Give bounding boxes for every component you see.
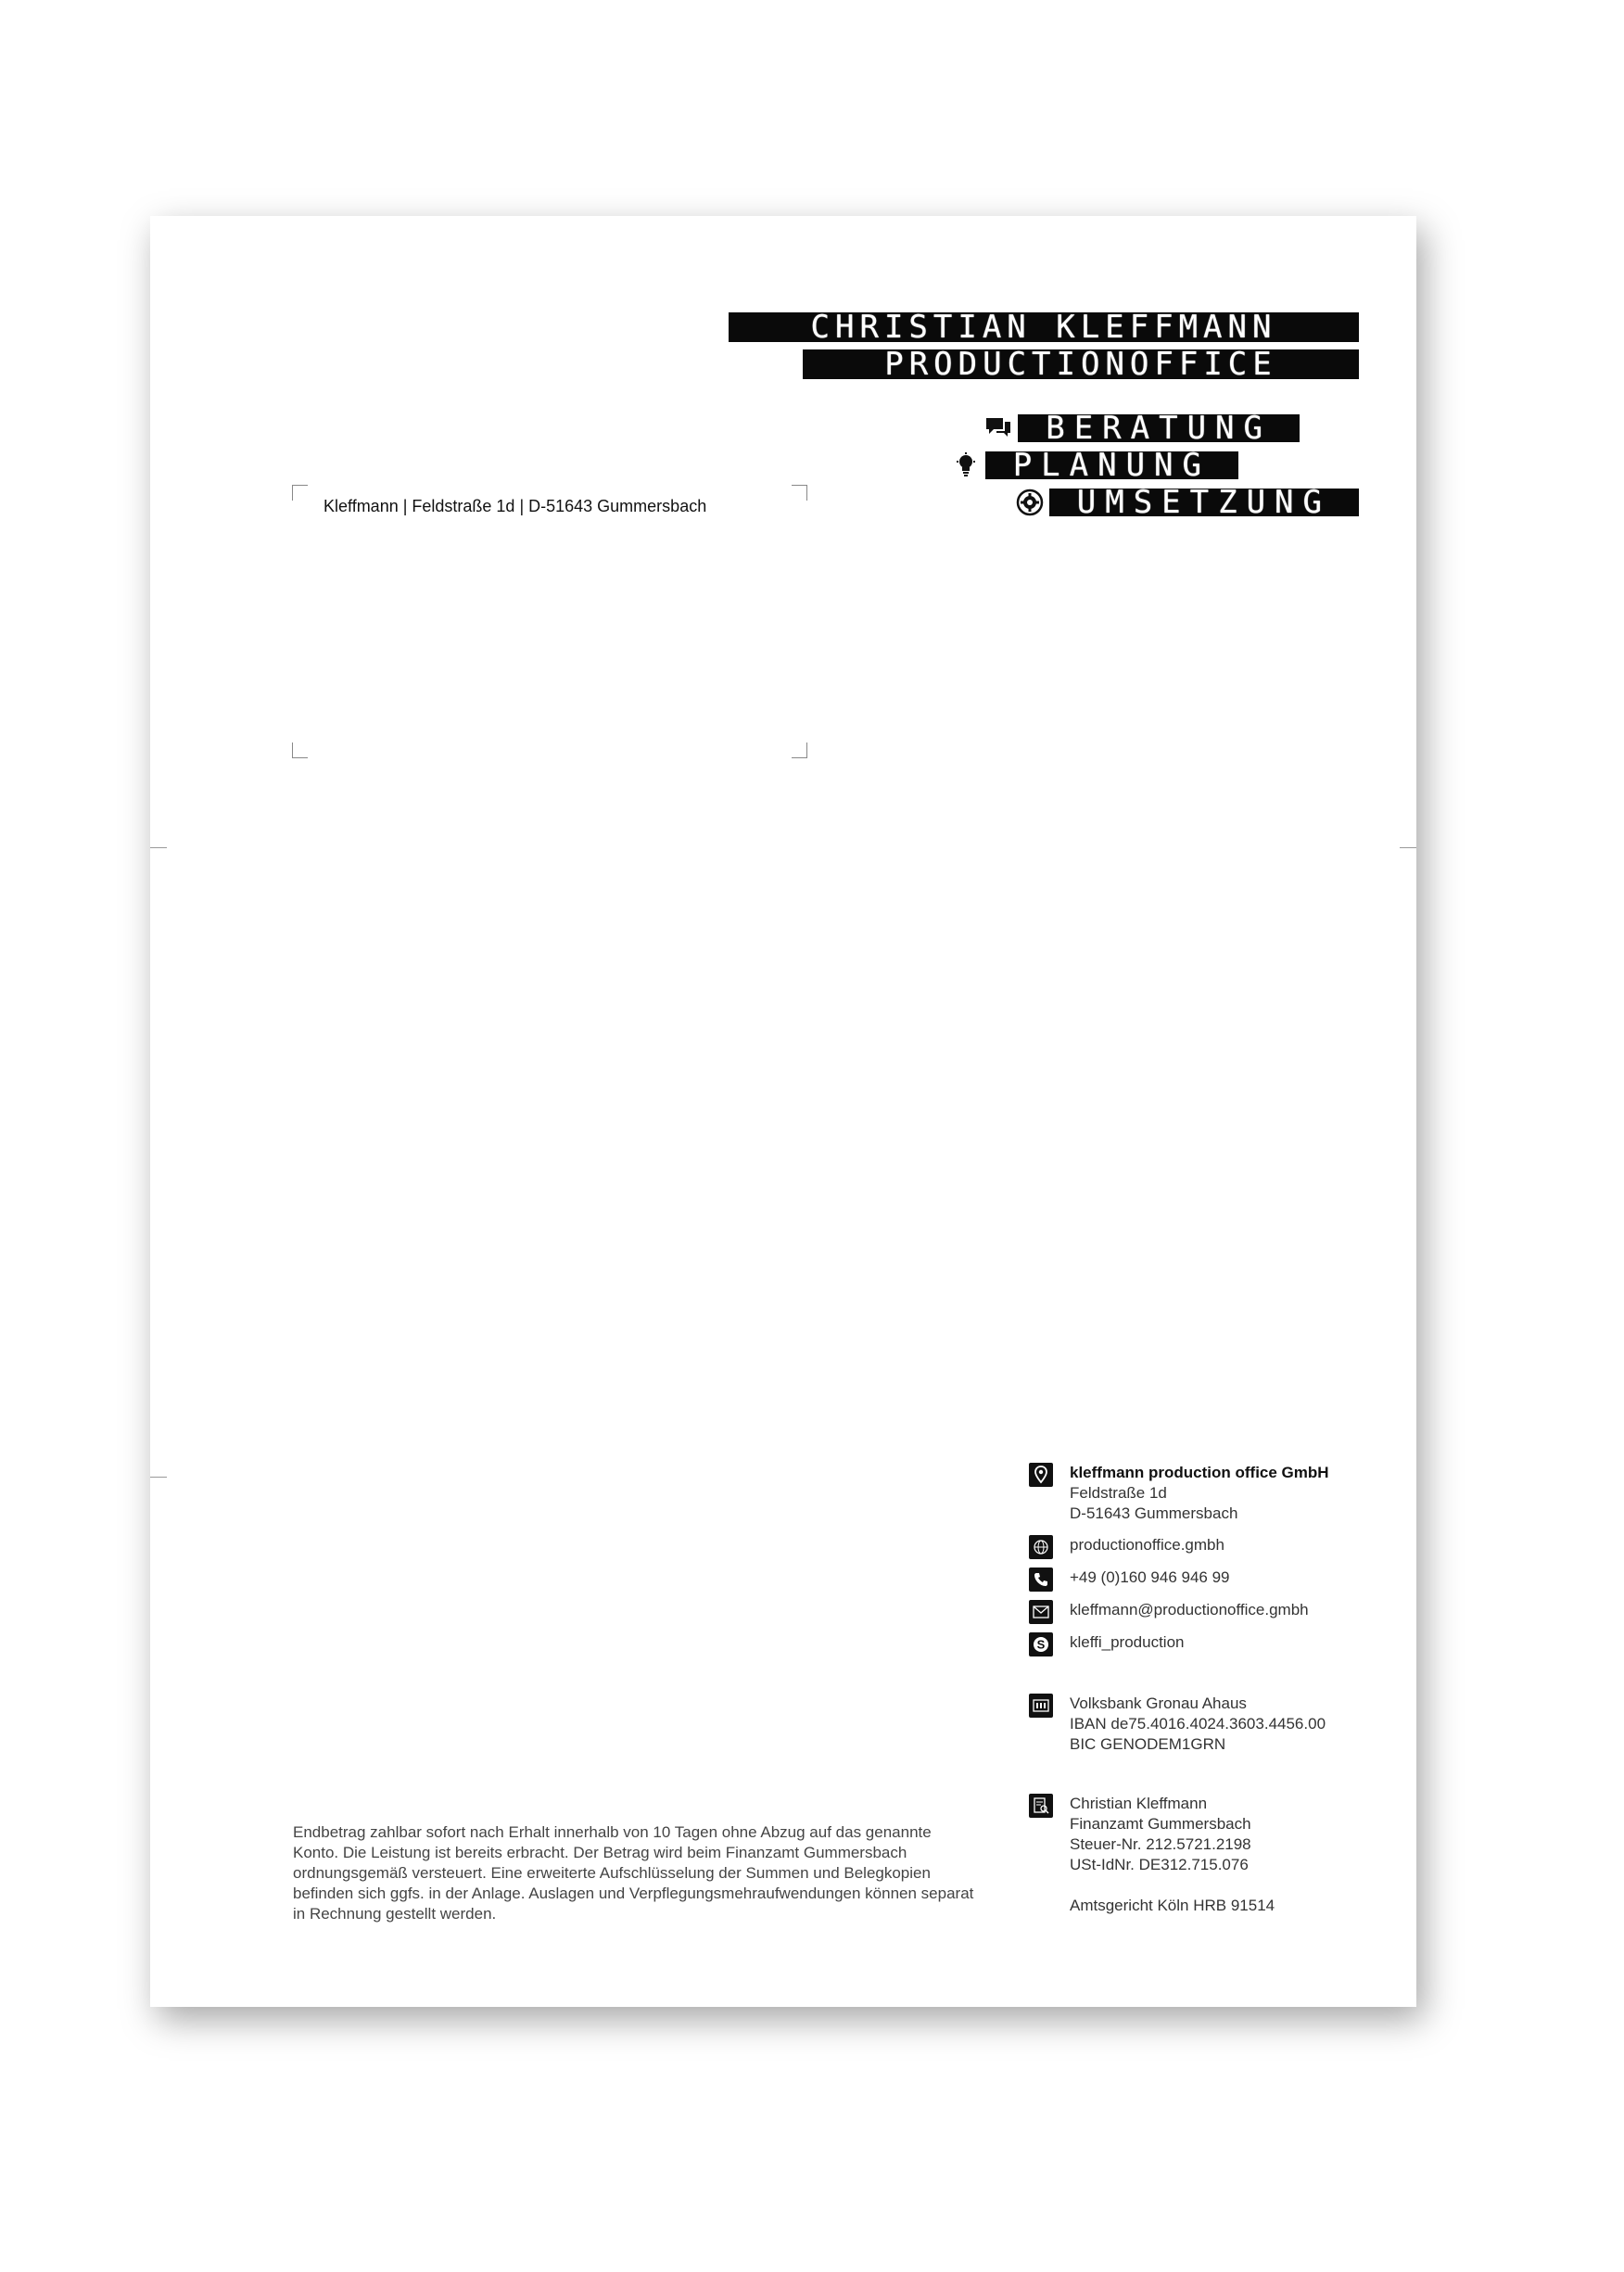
window-crop-mark bbox=[292, 485, 308, 501]
service-beratung bbox=[729, 410, 1359, 447]
commercial-register: Amtsgericht Köln HRB 91514 bbox=[1070, 1897, 1275, 1914]
bank-details bbox=[1029, 1694, 1381, 1755]
window-crop-mark bbox=[292, 743, 308, 758]
return-address-line: Kleffmann | Feldstraße 1d | D-51643 Gummersbach bbox=[324, 497, 707, 515]
email-link[interactable]: kleffmann@productionoffice.gmbh bbox=[1070, 1601, 1309, 1618]
contact-email bbox=[1029, 1600, 1381, 1624]
contact-skype bbox=[1029, 1632, 1381, 1656]
service-label: UMSETZUNG bbox=[1049, 489, 1359, 516]
speech-bubbles-icon bbox=[984, 414, 1012, 442]
globe-icon bbox=[1029, 1535, 1053, 1559]
service-umsetzung bbox=[729, 484, 1359, 521]
window-crop-mark bbox=[792, 743, 807, 758]
location-pin-icon bbox=[1029, 1463, 1053, 1487]
vat-id: USt-IdNr. DE312.715.076 bbox=[1070, 1856, 1249, 1873]
company-city: D-51643 Gummersbach bbox=[1070, 1504, 1238, 1522]
contact-column bbox=[1029, 1463, 1381, 1916]
company-street: Feldstraße 1d bbox=[1070, 1484, 1167, 1502]
lightbulb-icon bbox=[952, 451, 980, 479]
letterhead-header bbox=[729, 309, 1359, 524]
bank-iban: IBAN de75.4016.4024.3603.4456.00 bbox=[1070, 1715, 1326, 1733]
website-link[interactable]: productionoffice.gmbh bbox=[1070, 1536, 1224, 1554]
fold-mark bbox=[150, 847, 167, 848]
company-office-name: PRODUCTIONOFFICE bbox=[803, 349, 1359, 379]
payment-terms-note: Endbetrag zahlbar sofort nach Erhalt innerhalb von 10 Tagen ohne Abzug auf das genannte Konto. Die Leistung ist bereits erbracht. Der Betrag wird beim Finanzamt Gummersbach ordnungsgemäß versteuert. Eine erweiterte Aufschlüsselung der Summen und Belegkopien befinden sich ggfs. in der Anlage. Auslagen und Verpflegungsmehraufwendungen können separat in Rechnung gestellt werden. bbox=[293, 1823, 974, 1923]
skype-handle[interactable]: kleffi_production bbox=[1070, 1633, 1185, 1651]
bank-bic: BIC GENODEM1GRN bbox=[1070, 1735, 1226, 1753]
contact-phone bbox=[1029, 1568, 1381, 1592]
company-name: kleffmann production office GmbH bbox=[1070, 1464, 1329, 1481]
tax-document-icon bbox=[1029, 1794, 1053, 1818]
fold-mark bbox=[150, 1477, 167, 1478]
contact-website bbox=[1029, 1535, 1381, 1559]
contact-address bbox=[1029, 1463, 1381, 1524]
service-planung bbox=[729, 447, 1359, 484]
skype-icon bbox=[1029, 1632, 1053, 1656]
mail-icon bbox=[1029, 1600, 1053, 1624]
fold-mark bbox=[1400, 847, 1416, 848]
gear-icon bbox=[1016, 489, 1044, 516]
svg-text:S: S bbox=[1036, 1637, 1046, 1652]
service-label: BERATUNG bbox=[1018, 414, 1300, 442]
tax-person: Christian Kleffmann bbox=[1070, 1795, 1208, 1812]
tax-number: Steuer-Nr. 212.5721.2198 bbox=[1070, 1835, 1251, 1853]
tax-office: Finanzamt Gummersbach bbox=[1070, 1815, 1251, 1833]
company-owner-name: CHRISTIAN KLEFFMANN bbox=[729, 312, 1359, 342]
letterhead-sheet bbox=[150, 216, 1416, 2007]
window-crop-mark bbox=[792, 485, 807, 501]
service-label: PLANUNG bbox=[985, 451, 1238, 479]
tax-details bbox=[1029, 1794, 1381, 1916]
phone-number[interactable]: +49 (0)160 946 946 99 bbox=[1070, 1568, 1230, 1586]
bank-name: Volksbank Gronau Ahaus bbox=[1070, 1694, 1247, 1712]
phone-icon bbox=[1029, 1568, 1053, 1592]
bank-icon bbox=[1029, 1694, 1053, 1718]
